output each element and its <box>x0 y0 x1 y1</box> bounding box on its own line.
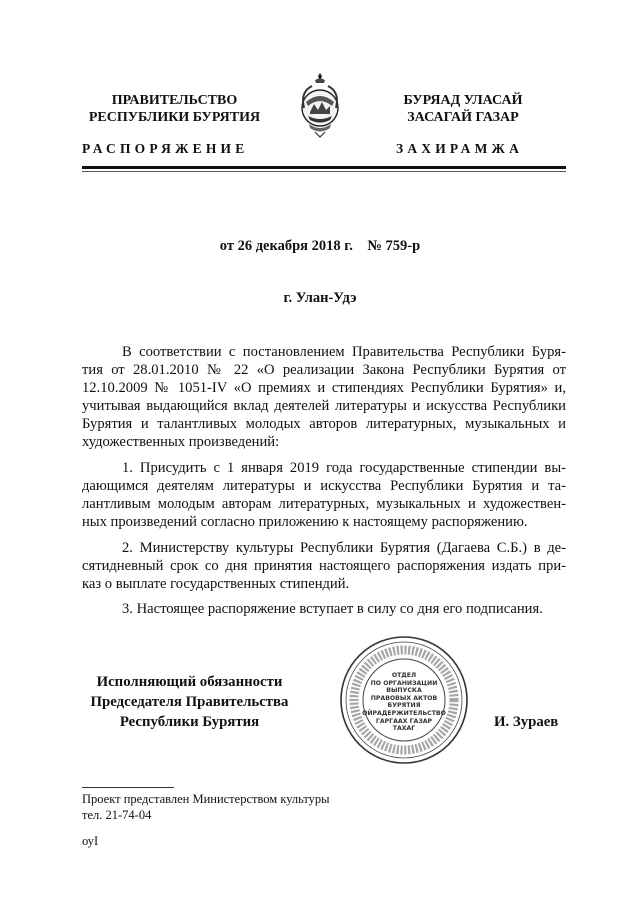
item-2-line: каз о выплате государственных стипендий. <box>82 576 350 592</box>
preamble-line: художественных произведений: <box>82 434 280 450</box>
footer-phone: тел. 21-74-04 <box>82 808 152 822</box>
stamp-text-line: ПО ОРГАНИЗАЦИИ <box>370 679 438 687</box>
item-1-line: 1. Присудить с 1 января 2019 года государственные стипендии вы- <box>122 460 566 476</box>
preamble-line: Бурятия и талантливых молодых авторов литературных, музыкальных и <box>82 416 566 432</box>
header-right-line1: БУРЯАД УЛАСАЙ <box>403 93 523 108</box>
header-right-line2: ЗАСАГАЙ ГАЗАР <box>407 110 519 125</box>
item-1-line: ных произведений согласно приложению к настоящему распоряжению. <box>82 514 528 530</box>
signatory-title-line2: Председателя Правительства <box>90 694 289 710</box>
preamble-line: тия от 28.01.2010 № 22 «О реализации Закона Республики Бурятия от <box>82 362 566 378</box>
stamp-text-line: ПРАВОВЫХ АКТОВ <box>370 694 438 702</box>
coat-of-arms-icon <box>296 72 344 138</box>
stamp-text-line: ВЫПУСКА <box>386 687 422 695</box>
stamp-text-line: ТАХАГ <box>392 725 416 733</box>
item-2-line: 2. Министерству культуры Республики Бурятия (Дагаева С.Б.) в де- <box>122 540 566 556</box>
item-1-paragraph <box>82 459 566 531</box>
preamble-line: В соответствии с постановлением Правительства Республики Буря- <box>122 344 566 360</box>
footer-notes <box>82 791 330 849</box>
decree-date-number: от 26 декабря 2018 г. № 759-р <box>219 238 421 254</box>
official-stamp <box>338 634 470 766</box>
footer-project-note: Проект представлен Министерством культуры <box>82 792 330 806</box>
header-left-doctype: РАСПОРЯЖЕНИЕ <box>82 141 249 156</box>
decree-city: г. Улан-Удэ <box>283 290 357 306</box>
item-2-paragraph <box>82 539 566 593</box>
stamp-text-line: ОТДЕЛ <box>391 672 417 679</box>
preamble-line: учитывая выдающийся вклад деятелей литературы и искусства Республики <box>82 398 566 414</box>
stamp-text-line: ОЙРАДЕРЖИТЕЛЬСТВО <box>362 709 446 717</box>
header-left-line2: РЕСПУБЛИКИ БУРЯТИЯ <box>88 110 261 125</box>
signatory-title <box>82 672 297 732</box>
header-left-org <box>82 92 267 126</box>
item-1-line: дающимся деятелям литературы и искусства Республики Бурятия и та- <box>82 478 566 494</box>
item-3-line: 3. Настоящее распоряжение вступает в силу со дня его подписания. <box>122 601 543 617</box>
footer-divider <box>82 787 174 788</box>
header-divider-thick <box>82 166 566 169</box>
item-2-line: сятидневный срок со дня принятия настоящего распоряжения издать при- <box>82 558 566 574</box>
item-1-line: лантливым молодым авторам литературных, музыкальных и художествен- <box>82 496 566 512</box>
header-right-doctype: ЗАХИРАМЖА <box>396 141 524 156</box>
header-divider-thin <box>82 171 566 172</box>
header-left-line1: ПРАВИТЕЛЬСТВО <box>111 93 238 108</box>
signatory-title-line3: Республики Бурятия <box>119 714 260 730</box>
stamp-text-line: БУРЯТИЯ <box>387 702 421 710</box>
item-3-paragraph <box>82 600 566 618</box>
footer-code: оуI <box>82 834 99 848</box>
preamble-line: 12.10.2009 № 1051-IV «О премиях и стипендиях Республики Бурятия» и, <box>82 380 566 396</box>
signatory-name: И. Зураев <box>494 714 559 730</box>
preamble-paragraph <box>82 343 566 451</box>
signatory-title-line1: Исполняющий обязанности <box>96 674 283 690</box>
stamp-text-line: ГАРГААХ ГАЗАР <box>375 717 433 725</box>
header-right-org <box>388 92 538 126</box>
